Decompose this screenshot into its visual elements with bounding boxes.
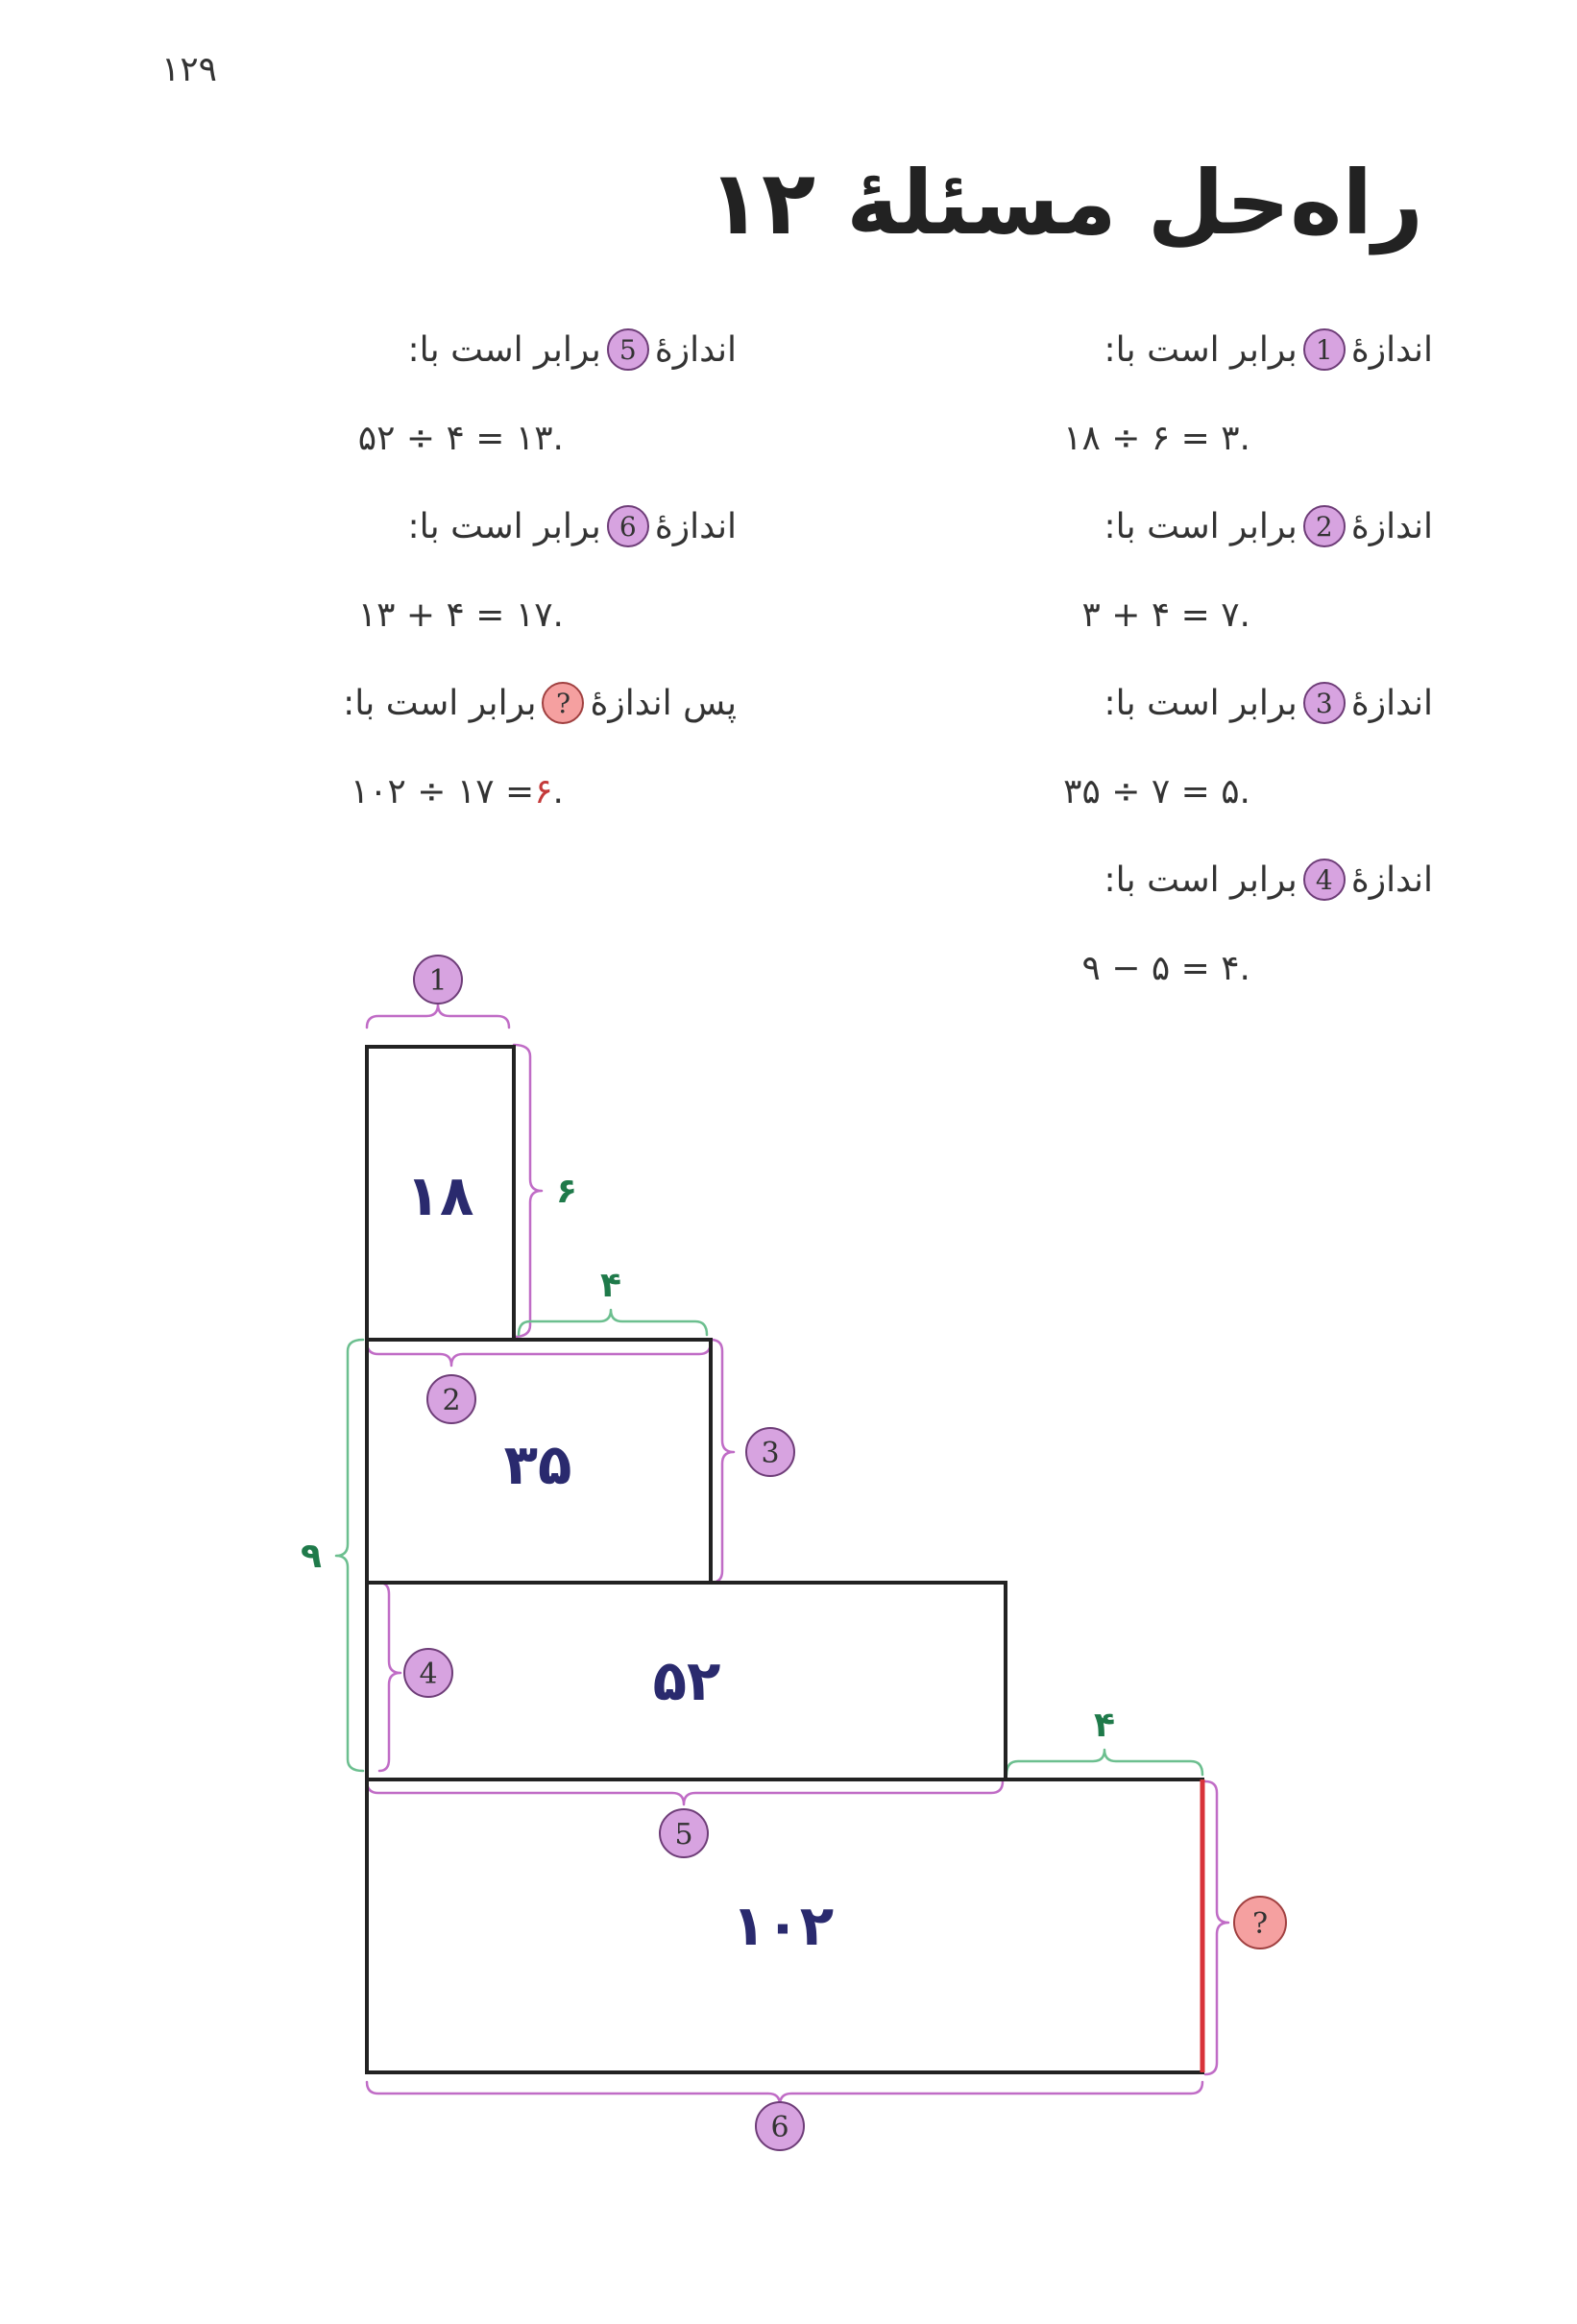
step-label-suffix: برابر است با: xyxy=(407,506,601,546)
final-step-suffix: برابر است با: xyxy=(343,683,537,723)
svg-text:2: 2 xyxy=(442,1384,461,1417)
final-answer: ۶ xyxy=(534,771,553,811)
diagram-badge-6 xyxy=(756,2102,804,2150)
badge-3: 3 xyxy=(1303,682,1346,724)
step-2-equation: ۳ + ۴ = ۷. xyxy=(1081,594,1250,635)
badge-6: 6 xyxy=(607,505,649,547)
step-label-prefix: اندازهٔ xyxy=(654,506,737,546)
badge-2: 2 xyxy=(1303,505,1346,547)
step-label-prefix: اندازهٔ xyxy=(1350,859,1433,900)
diagram-badge-3 xyxy=(746,1428,794,1476)
step-3-equation: ۳۵ ÷ ۷ = ۵. xyxy=(1063,771,1250,811)
diagram-badge-2 xyxy=(427,1375,475,1423)
side-label-9: ۹ xyxy=(301,1537,322,1576)
svg-text:?: ? xyxy=(1251,1907,1269,1941)
final-equation-end: . xyxy=(552,771,564,811)
step-4-equation: ۹ − ۵ = ۴. xyxy=(1081,948,1250,988)
svg-text:1: 1 xyxy=(428,964,448,998)
step-label-prefix: اندازهٔ xyxy=(1350,683,1433,723)
side-label-6: ۶ xyxy=(556,1172,577,1211)
step-label-suffix: برابر است با: xyxy=(1104,859,1298,900)
badge-question: ? xyxy=(542,682,584,724)
badge-4: 4 xyxy=(1303,859,1346,901)
step-label-suffix: برابر است با: xyxy=(1104,329,1298,370)
area-102-label: ۱۰۲ xyxy=(731,1893,835,1958)
diagram-badge-question xyxy=(1234,1897,1286,1949)
step-6-equation: ۱۳ + ۴ = ۱۷. xyxy=(357,594,564,635)
diagram-badge-4 xyxy=(404,1649,452,1697)
final-step-prefix: پس اندازهٔ xyxy=(590,683,737,723)
step-label-prefix: اندازهٔ xyxy=(654,329,737,370)
step-label-prefix: اندازهٔ xyxy=(1350,329,1433,370)
svg-text:6: 6 xyxy=(770,2111,789,2144)
final-equation-main: ۱۰۲ ÷ ۱۷ = xyxy=(350,771,535,811)
diagram-badge-5 xyxy=(660,1809,708,1857)
side-label-4-top: ۴ xyxy=(600,1266,621,1305)
step-label-suffix: برابر است با: xyxy=(1104,683,1298,723)
step-5-equation: ۵۲ ÷ ۴ = ۱۳. xyxy=(357,418,564,458)
area-35-label: ۳۵ xyxy=(503,1432,572,1497)
svg-text:5: 5 xyxy=(674,1818,693,1852)
step-label-suffix: برابر است با: xyxy=(407,329,601,370)
step-label-prefix: اندازهٔ xyxy=(1350,506,1433,546)
badge-5: 5 xyxy=(607,328,649,371)
page-title: راه‌حل مسئلهٔ ۱۲ xyxy=(707,152,1423,254)
svg-text:4: 4 xyxy=(419,1658,438,1691)
step-label-suffix: برابر است با: xyxy=(1104,506,1298,546)
area-18-label: ۱۸ xyxy=(405,1163,474,1228)
svg-text:3: 3 xyxy=(761,1437,780,1470)
page-number: ۱۲۹ xyxy=(161,50,218,89)
side-label-4-bottom: ۴ xyxy=(1094,1706,1115,1745)
diagram-badge-1 xyxy=(414,956,462,1004)
step-1-equation: ۱۸ ÷ ۶ = ۳. xyxy=(1063,418,1250,458)
area-52-label: ۵۲ xyxy=(652,1648,721,1713)
badge-1: 1 xyxy=(1303,328,1346,371)
